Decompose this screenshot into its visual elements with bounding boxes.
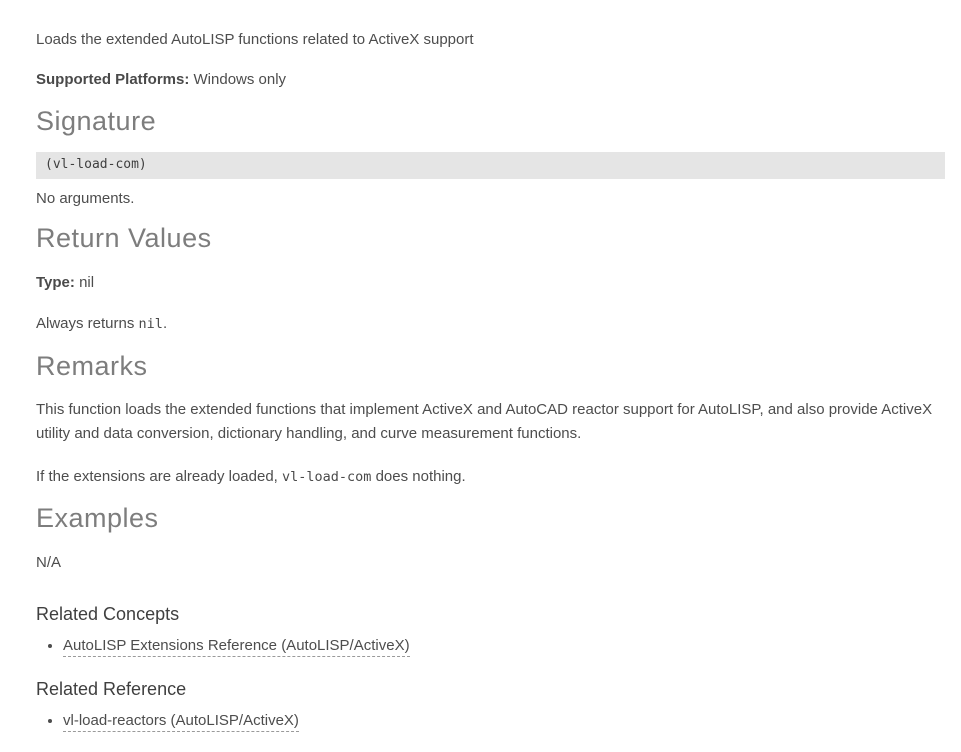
remarks-heading: Remarks <box>36 351 148 381</box>
related-concepts-link[interactable]: AutoLISP Extensions Reference (AutoLISP/ActiveX) <box>63 637 410 657</box>
signature-note: No arguments. <box>36 190 135 207</box>
remarks-note-code: vl-load-com <box>282 469 372 485</box>
signature-code-block: (vl-load-com) <box>36 152 945 179</box>
supported-platforms-value: Windows only <box>193 71 287 88</box>
remarks-note-prefix: If the extensions are already loaded, <box>36 468 278 485</box>
list-item <box>63 635 945 657</box>
remarks-note-line <box>36 465 945 489</box>
remarks-note-suffix: does nothing. <box>375 468 466 485</box>
related-reference-list <box>36 710 945 732</box>
related-reference-link[interactable]: vl-load-reactors (AutoLISP/ActiveX) <box>63 712 299 732</box>
remarks-paragraph: This function loads the extended functions that implement ActiveX and AutoCAD reactor support for AutoLISP, and also provide ActiveX utility and data conversion, dictionary handling, and curve measurement functions. <box>36 401 933 442</box>
return-note-suffix: . <box>162 315 168 332</box>
list-item <box>63 710 945 732</box>
examples-heading: Examples <box>36 503 159 533</box>
return-note-prefix: Always returns <box>36 315 135 332</box>
return-type-label: Type: <box>36 274 75 291</box>
return-note-line <box>36 312 945 336</box>
examples-value: N/A <box>36 554 62 571</box>
related-reference-heading: Related Reference <box>36 679 187 699</box>
related-concepts-list <box>36 635 945 657</box>
return-type-line <box>36 271 945 294</box>
return-note-code: nil <box>138 316 163 332</box>
supported-platforms-line <box>36 68 945 91</box>
function-description: Loads the extended AutoLISP functions related to ActiveX support <box>36 31 474 48</box>
signature-heading: Signature <box>36 106 157 136</box>
return-type-value: nil <box>79 274 95 291</box>
return-values-heading: Return Values <box>36 223 212 253</box>
related-concepts-heading: Related Concepts <box>36 604 180 624</box>
supported-platforms-label: Supported Platforms: <box>36 71 190 88</box>
